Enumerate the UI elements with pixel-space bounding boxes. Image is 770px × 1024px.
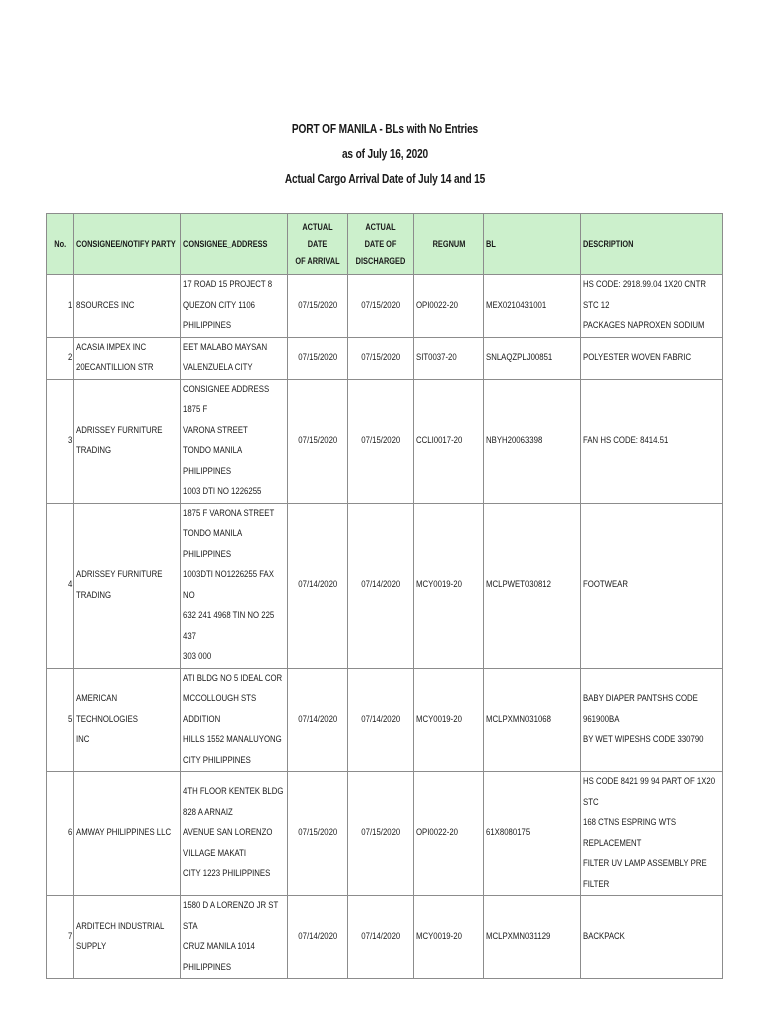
report-title-block	[0, 116, 770, 191]
cell-bl: NBYH20063398	[484, 379, 581, 503]
header-consignee: CONSIGNEE/NOTIFY PARTY	[74, 214, 181, 275]
table-row	[47, 275, 723, 338]
cell-arrival: 07/14/2020	[288, 896, 348, 979]
cell-bl: MCLPWET030812	[484, 503, 581, 668]
table-row	[47, 379, 723, 503]
table-header-row	[47, 214, 723, 275]
header-address: CONSIGNEE_ADDRESS	[181, 214, 288, 275]
cell-address: 1580 D A LORENZO JR ST STA CRUZ MANILA 1014 PHILIPPINES	[181, 896, 288, 979]
report-date: as of July 16, 2020	[341, 146, 429, 161]
cell-discharged: 07/15/2020	[348, 337, 414, 379]
cell-address: ATI BLDG NO 5 IDEAL COR MCCOLLOUGH STS ADDITION HILLS 1552 MANALUYONG CITY PHILIPPINES	[181, 668, 288, 772]
cell-regnum: OPI0022-20	[414, 772, 484, 896]
cell-consignee: AMWAY PHILIPPINES LLC	[74, 772, 181, 896]
cell-discharged: 07/15/2020	[348, 772, 414, 896]
cell-bl: MCLPXMN031129	[484, 896, 581, 979]
cell-arrival: 07/14/2020	[288, 668, 348, 772]
header-bl: BL	[484, 214, 581, 275]
cell-description: BABY DIAPER PANTSHS CODE 961900BA BY WET WIPESHS CODE 330790	[581, 668, 723, 772]
cell-discharged: 07/15/2020	[348, 275, 414, 338]
report-title: PORT OF MANILA - BLs with No Entries	[291, 121, 479, 136]
cell-no: 5	[47, 668, 74, 772]
report-subtitle: Actual Cargo Arrival Date of July 14 and 15	[284, 171, 486, 186]
cell-regnum: CCLI0017-20	[414, 379, 484, 503]
cell-arrival: 07/15/2020	[288, 772, 348, 896]
table-row	[47, 337, 723, 379]
bl-table	[46, 213, 723, 979]
cell-consignee: ADRISSEY FURNITURE TRADING	[74, 503, 181, 668]
cell-consignee: AMERICAN TECHNOLOGIES INC	[74, 668, 181, 772]
table-row	[47, 772, 723, 896]
cell-regnum: MCY0019-20	[414, 668, 484, 772]
table-row	[47, 503, 723, 668]
cell-description: FAN HS CODE: 8414.51	[581, 379, 723, 503]
cell-discharged: 07/15/2020	[348, 379, 414, 503]
cell-no: 3	[47, 379, 74, 503]
header-discharged: ACTUAL DATE OF DISCHARGED	[348, 214, 414, 275]
cell-arrival: 07/14/2020	[288, 503, 348, 668]
cell-regnum: MCY0019-20	[414, 503, 484, 668]
cell-no: 6	[47, 772, 74, 896]
header-regnum: REGNUM	[414, 214, 484, 275]
cell-no: 7	[47, 896, 74, 979]
cell-consignee: 8SOURCES INC	[74, 275, 181, 338]
table-row	[47, 896, 723, 979]
cell-regnum: OPI0022-20	[414, 275, 484, 338]
cell-regnum: MCY0019-20	[414, 896, 484, 979]
cell-bl: 61X8080175	[484, 772, 581, 896]
header-no: No.	[47, 214, 74, 275]
cell-description: HS CODE 8421 99 94 PART OF 1X20 STC 168 CTNS ESPRING WTS REPLACEMENT FILTER UV LAMP ASSEMBLY PRE FILTER	[581, 772, 723, 896]
table-row	[47, 668, 723, 772]
cell-no: 2	[47, 337, 74, 379]
cell-no: 4	[47, 503, 74, 668]
cell-regnum: SIT0037-20	[414, 337, 484, 379]
cell-arrival: 07/15/2020	[288, 337, 348, 379]
cell-consignee: ADRISSEY FURNITURE TRADING	[74, 379, 181, 503]
cell-bl: SNLAQZPLJ00851	[484, 337, 581, 379]
cell-address: CONSIGNEE ADDRESS 1875 F VARONA STREET TONDO MANILA PHILIPPINES 1003 DTI NO 1226255	[181, 379, 288, 503]
header-description: DESCRIPTION	[581, 214, 723, 275]
cell-discharged: 07/14/2020	[348, 503, 414, 668]
cell-address: 1875 F VARONA STREET TONDO MANILA PHILIPPINES 1003DTI NO1226255 FAX NO 632 241 4968 TIN NO 225 437 303 000	[181, 503, 288, 668]
cell-consignee: ARDITECH INDUSTRIAL SUPPLY	[74, 896, 181, 979]
cell-no: 1	[47, 275, 74, 338]
cell-arrival: 07/15/2020	[288, 379, 348, 503]
cell-description: POLYESTER WOVEN FABRIC	[581, 337, 723, 379]
cell-bl: MCLPXMN031068	[484, 668, 581, 772]
cell-description: HS CODE: 2918.99.04 1X20 CNTR STC 12 PACKAGES NAPROXEN SODIUM	[581, 275, 723, 338]
cell-description: FOOTWEAR	[581, 503, 723, 668]
cell-arrival: 07/15/2020	[288, 275, 348, 338]
header-arrival: ACTUAL DATE OF ARRIVAL	[288, 214, 348, 275]
cell-address: 17 ROAD 15 PROJECT 8 QUEZON CITY 1106 PHILIPPINES	[181, 275, 288, 338]
cell-discharged: 07/14/2020	[348, 896, 414, 979]
cell-description: BACKPACK	[581, 896, 723, 979]
cell-bl: MEX0210431001	[484, 275, 581, 338]
cell-address: EET MALABO MAYSAN VALENZUELA CITY	[181, 337, 288, 379]
cell-discharged: 07/14/2020	[348, 668, 414, 772]
cell-consignee: ACASIA IMPEX INC 20ECANTILLION STR	[74, 337, 181, 379]
cell-address: 4TH FLOOR KENTEK BLDG 828 A ARNAIZ AVENUE SAN LORENZO VILLAGE MAKATI CITY 1223 PHILIPPINES	[181, 772, 288, 896]
